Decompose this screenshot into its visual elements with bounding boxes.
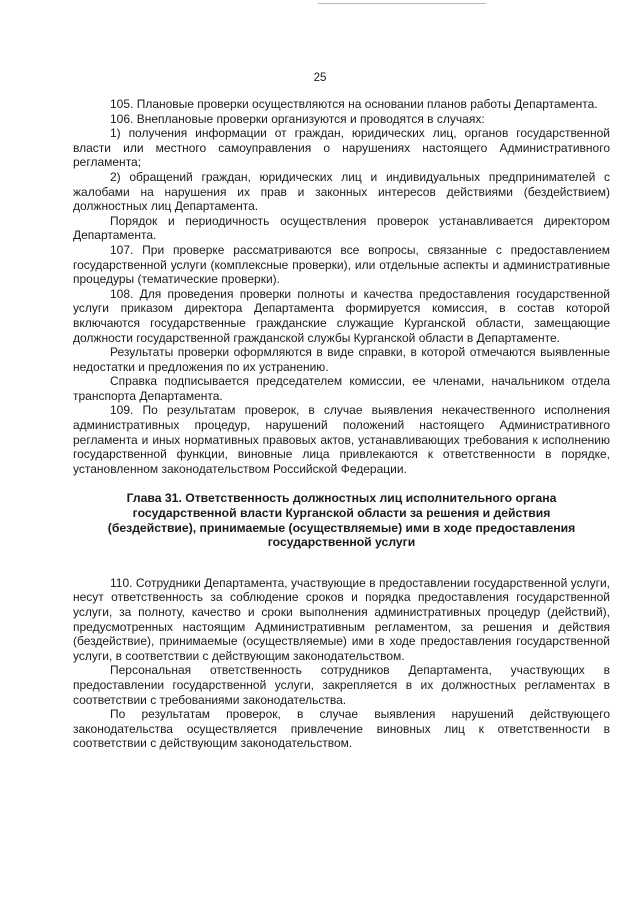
chapter-heading-line: государственной власти Курганской области за решения и действия (132, 506, 551, 521)
paragraph-106-item-1: 1) получения информации от граждан, юридических лиц, органов государственной власти или местного самоуправления о нарушениях настоящего Административного регламента; (73, 126, 610, 170)
chapter-heading-line: (бездействие), принимаемые (осуществляемые) ими в ходе предоставления (107, 520, 576, 535)
paragraph-110: 110. Сотрудники Департамента, участвующие в предоставлении государственной услуги, несут ответственность за соблюдение сроков и порядка предоставления государственной услуги, за полноту, качество и сроки выполнения административных процедур (действий), предусмотренных настоящим Административным регламентом, за решения и действия (бездействие), принимаемые (осуществляемые) ими в ходе предоставления государственной услуги, в соответствии с действующим законодательством. (73, 575, 610, 663)
paragraph-106-item-2: 2) обращений граждан, юридических лиц и индивидуальных предпринимателей с жалобами на нарушения их прав и законных интересов действиями (бездействием) должностных лиц Департамента. (73, 169, 610, 214)
document-body (73, 97, 610, 751)
chapter-heading-line: Глава 31. Ответственность должностных лиц исполнительного органа (126, 491, 557, 506)
scan-top-rule (318, 3, 486, 4)
paragraph-inspection-order: Порядок и периодичность осуществления проверок устанавливается директором Департамента. (73, 213, 610, 243)
chapter-31-heading (73, 491, 610, 549)
page-number: 25 (313, 72, 327, 84)
paragraph-105: 105. Плановые проверки осуществляются на основании планов работы Департамента. (110, 97, 598, 111)
paragraph-107: 107. При проверке рассматриваются все вопросы, связанные с предоставлением государственной услуги (комплексные проверки), или отдельные аспекты и административные процедуры (тематические проверки). (73, 242, 610, 287)
paragraph-106: 106. Внеплановые проверки организуются и проводятся в случаях: (110, 111, 485, 126)
paragraph-109: 109. По результатам проверок, в случае выявления некачественного исполнения административных процедур, нарушений положений настоящего Административного регламента и иных нормативных правовых актов, устанавливающих требования к исполнению государственной функции, виновные лица привлекаются к ответственности в порядке, установленном законодательством Российской Федерации. (73, 403, 610, 476)
paragraph-108: 108. Для проведения проверки полноты и качества предоставления государственной услуги приказом директора Департамента формируется комиссия, в состав которой включаются государственные гражданские служащие Курганской области, замещающие должности государственной гражданской службы Курганской области в Департаменте. (73, 286, 610, 345)
chapter-heading-line: государственной услуги (267, 535, 416, 550)
paragraph-personal-responsibility: Персональная ответственность сотрудников Департамента, участвующих в предоставлении государственной услуги, закрепляется в их должностных регламентах в соответствии с требованиями законодательства. (73, 663, 610, 707)
paragraph-inspection-violations: По результатам проверок, в случае выявления нарушений действующего законодательства осуществляется привлечение виновных лиц к ответственности в соответствии с действующим законодательством. (73, 707, 610, 751)
paragraph-certificate-signing: Справка подписывается председателем комиссии, ее членами, начальником отдела транспорта Департамента. (73, 374, 610, 403)
paragraph-inspection-results: Результаты проверки оформляются в виде справки, в которой отмечаются выявленные недостатки и предложения по их устранению. (73, 345, 610, 374)
